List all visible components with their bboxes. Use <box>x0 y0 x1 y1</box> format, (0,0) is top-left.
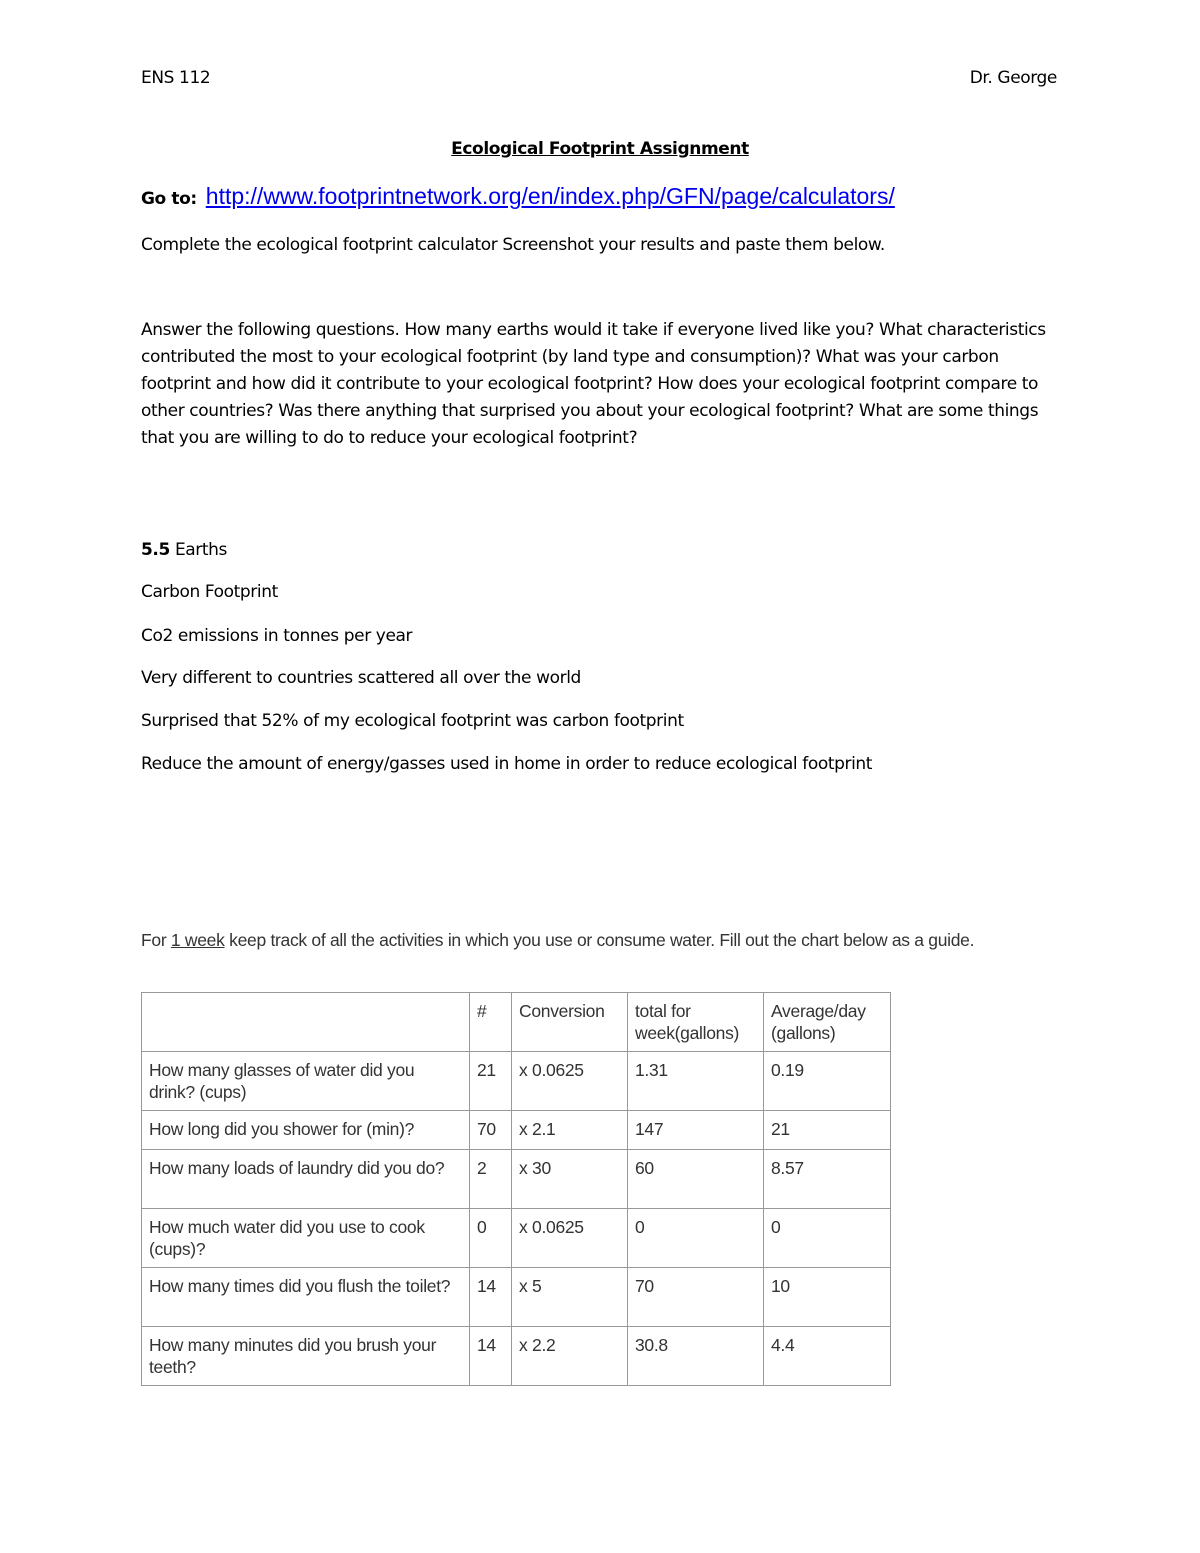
table-row <box>142 1268 891 1327</box>
header-cell: # <box>470 993 512 1052</box>
table-cell: How long did you shower for (min)? <box>142 1111 470 1150</box>
table-cell: 0.19 <box>764 1052 891 1111</box>
table-cell: x 2.2 <box>512 1327 628 1386</box>
complete-instruction: Complete the ecological footprint calculator Screenshot your results and paste them below. <box>141 235 885 255</box>
table-cell: x 2.1 <box>512 1111 628 1150</box>
water-instructions <box>141 929 1031 951</box>
header-cell: Average/day (gallons) <box>764 993 891 1052</box>
table-cell: 70 <box>470 1111 512 1150</box>
goto-line <box>141 183 895 210</box>
table-cell: How many loads of laundry did you do? <box>142 1150 470 1209</box>
table-cell: 21 <box>764 1111 891 1150</box>
answer-carbon: Carbon Footprint <box>141 582 278 602</box>
table-cell: 30.8 <box>628 1327 764 1386</box>
table-cell: How many glasses of water did you drink? (cups) <box>142 1052 470 1111</box>
instructions-after: keep track of all the activities in which you use or consume water. Fill out the chart below as a guide. <box>224 930 975 950</box>
table-row <box>142 1052 891 1111</box>
page-title: Ecological Footprint Assignment <box>451 139 749 159</box>
table-cell: x 0.0625 <box>512 1209 628 1268</box>
table-cell: 8.57 <box>764 1150 891 1209</box>
earths-number: 5.5 <box>141 540 170 560</box>
calculator-link[interactable]: http://www.footprintnetwork.org/en/index.php/GFN/page/calculators/ <box>205 183 895 209</box>
answer-earths <box>141 540 227 560</box>
answer-co2: Co2 emissions in tonnes per year <box>141 626 413 646</box>
instructions-before: For <box>141 930 171 950</box>
table-cell: 14 <box>470 1268 512 1327</box>
answer-surprised: Surprised that 52% of my ecological footprint was carbon footprint <box>141 711 684 731</box>
table-cell: 147 <box>628 1111 764 1150</box>
table-cell: 21 <box>470 1052 512 1111</box>
table-row <box>142 1111 891 1150</box>
table-cell: 1.31 <box>628 1052 764 1111</box>
goto-label: Go to: <box>141 189 197 209</box>
table-cell: x 5 <box>512 1268 628 1327</box>
table-header-row <box>142 993 891 1052</box>
table-cell: How much water did you use to cook (cups)? <box>142 1209 470 1268</box>
water-usage-table <box>141 992 891 1386</box>
questions-paragraph: Answer the following questions. How many earths would it take if everyone lived like you? What characteristics contributed the most to your ecological footprint (by land type and consumption)? What was your carbon footprint and how did it contribute to your ecological footprint? How does your ecological footprint compare to other countries? Was there anything that surprised you about your ecological footprint? What are some things that you are willing to do to reduce your ecological footprint? <box>141 320 1046 448</box>
answer-compare: Very different to countries scattered all over the world <box>141 668 581 688</box>
table-cell: 0 <box>628 1209 764 1268</box>
instructor-name: Dr. George <box>969 68 1057 88</box>
table-cell: 10 <box>764 1268 891 1327</box>
table-cell: 2 <box>470 1150 512 1209</box>
earths-unit: Earths <box>174 540 227 560</box>
table-cell: How many times did you flush the toilet? <box>142 1268 470 1327</box>
table-cell: How many minutes did you brush your teeth? <box>142 1327 470 1386</box>
table-row <box>142 1150 891 1209</box>
header-cell: total for week(gallons) <box>628 993 764 1052</box>
table-cell: 0 <box>764 1209 891 1268</box>
table-cell: 4.4 <box>764 1327 891 1386</box>
answer-reduce: Reduce the amount of energy/gasses used in home in order to reduce ecological footprint <box>141 754 873 774</box>
table-cell: x 30 <box>512 1150 628 1209</box>
table-cell: 0 <box>470 1209 512 1268</box>
instructions-underlined: 1 week <box>170 930 225 950</box>
table-cell: 60 <box>628 1150 764 1209</box>
course-code: ENS 112 <box>141 68 211 88</box>
table-cell: 70 <box>628 1268 764 1327</box>
header-cell <box>142 993 470 1052</box>
table-cell: 14 <box>470 1327 512 1386</box>
header-cell: Conversion <box>512 993 628 1052</box>
table-row <box>142 1327 891 1386</box>
table-row <box>142 1209 891 1268</box>
table-cell: x 0.0625 <box>512 1052 628 1111</box>
